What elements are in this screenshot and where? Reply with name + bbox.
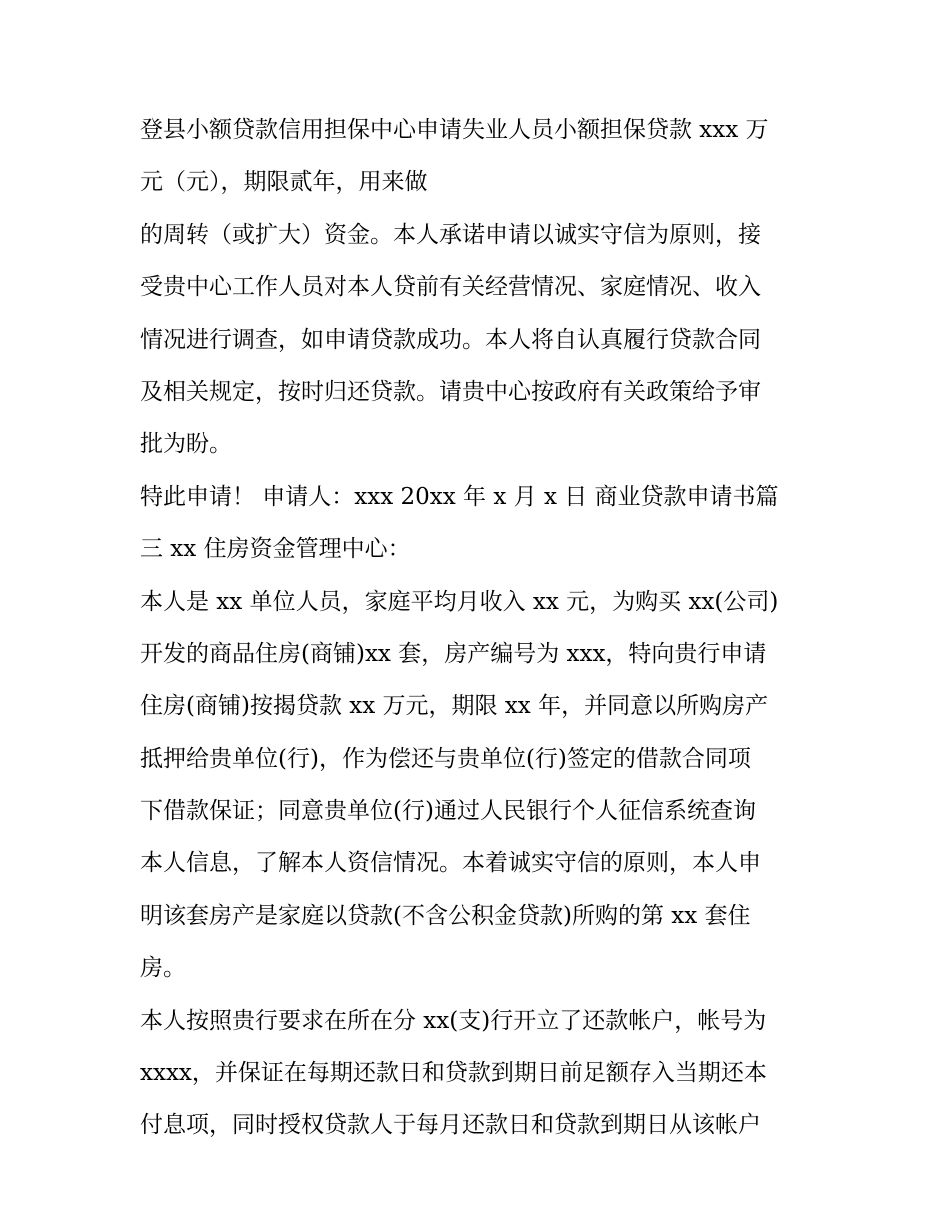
text-line: 三 xx 住房资金管理中心：	[140, 536, 411, 563]
text-line: 明该套房产是家庭以贷款(不含公积金贷款)所购的第 xx 套住	[140, 902, 751, 929]
text-line: 情况进行调查，如申请贷款成功。本人将自认真履行贷款合同	[140, 326, 761, 353]
text-line: 特此申请！ 申请人：xxx 20xx 年 x 月 x 日 商业贷款申请书篇	[140, 483, 779, 510]
text-line: xxxx，并保证在每期还款日和贷款到期日前足额存入当期还本	[140, 1060, 767, 1087]
text-line: 抵押给贵单位(行)，作为偿还与贵单位(行)签定的借款合同项	[140, 745, 751, 772]
text-line: 下借款保证；同意贵单位(行)通过人民银行个人征信系统查询	[140, 798, 756, 825]
text-line: 住房(商铺)按揭贷款 xx 万元，期限 xx 年，并同意以所购房产	[140, 693, 769, 720]
text-line: 本人是 xx 单位人员，家庭平均月收入 xx 元，为购买 xx(公司)	[140, 588, 779, 615]
text-line: 付息项，同时授权贷款人于每月还款日和贷款到期日从该帐户	[140, 1112, 761, 1139]
text-line: 开发的商品住房(商铺)xx 套，房产编号为 xxx，特向贵行申请	[140, 640, 767, 667]
text-line: 本人按照贵行要求在所在分 xx(支)行开立了还款帐户，帐号为	[140, 1007, 767, 1034]
text-line: 及相关规定，按时归还贷款。请贵中心按政府有关政策给予审	[140, 378, 761, 405]
text-line: 房。	[140, 955, 186, 982]
text-line: 的周转（或扩大）资金。本人承诺申请以诚实守信为原则，接	[140, 221, 761, 248]
text-line: 登县小额贷款信用担保中心申请失业人员小额担保贷款 xxx 万	[140, 117, 769, 143]
text-line: 元（元），期限贰年，用来做	[140, 169, 428, 196]
text-line: 批为盼。	[140, 431, 232, 458]
text-line: 受贵中心工作人员对本人贷前有关经营情况、家庭情况、收入	[140, 274, 761, 301]
text-line: 本人信息，了解本人资信情况。本着诚实守信的原则，本人申	[140, 850, 761, 877]
document-body	[140, 107, 820, 1155]
